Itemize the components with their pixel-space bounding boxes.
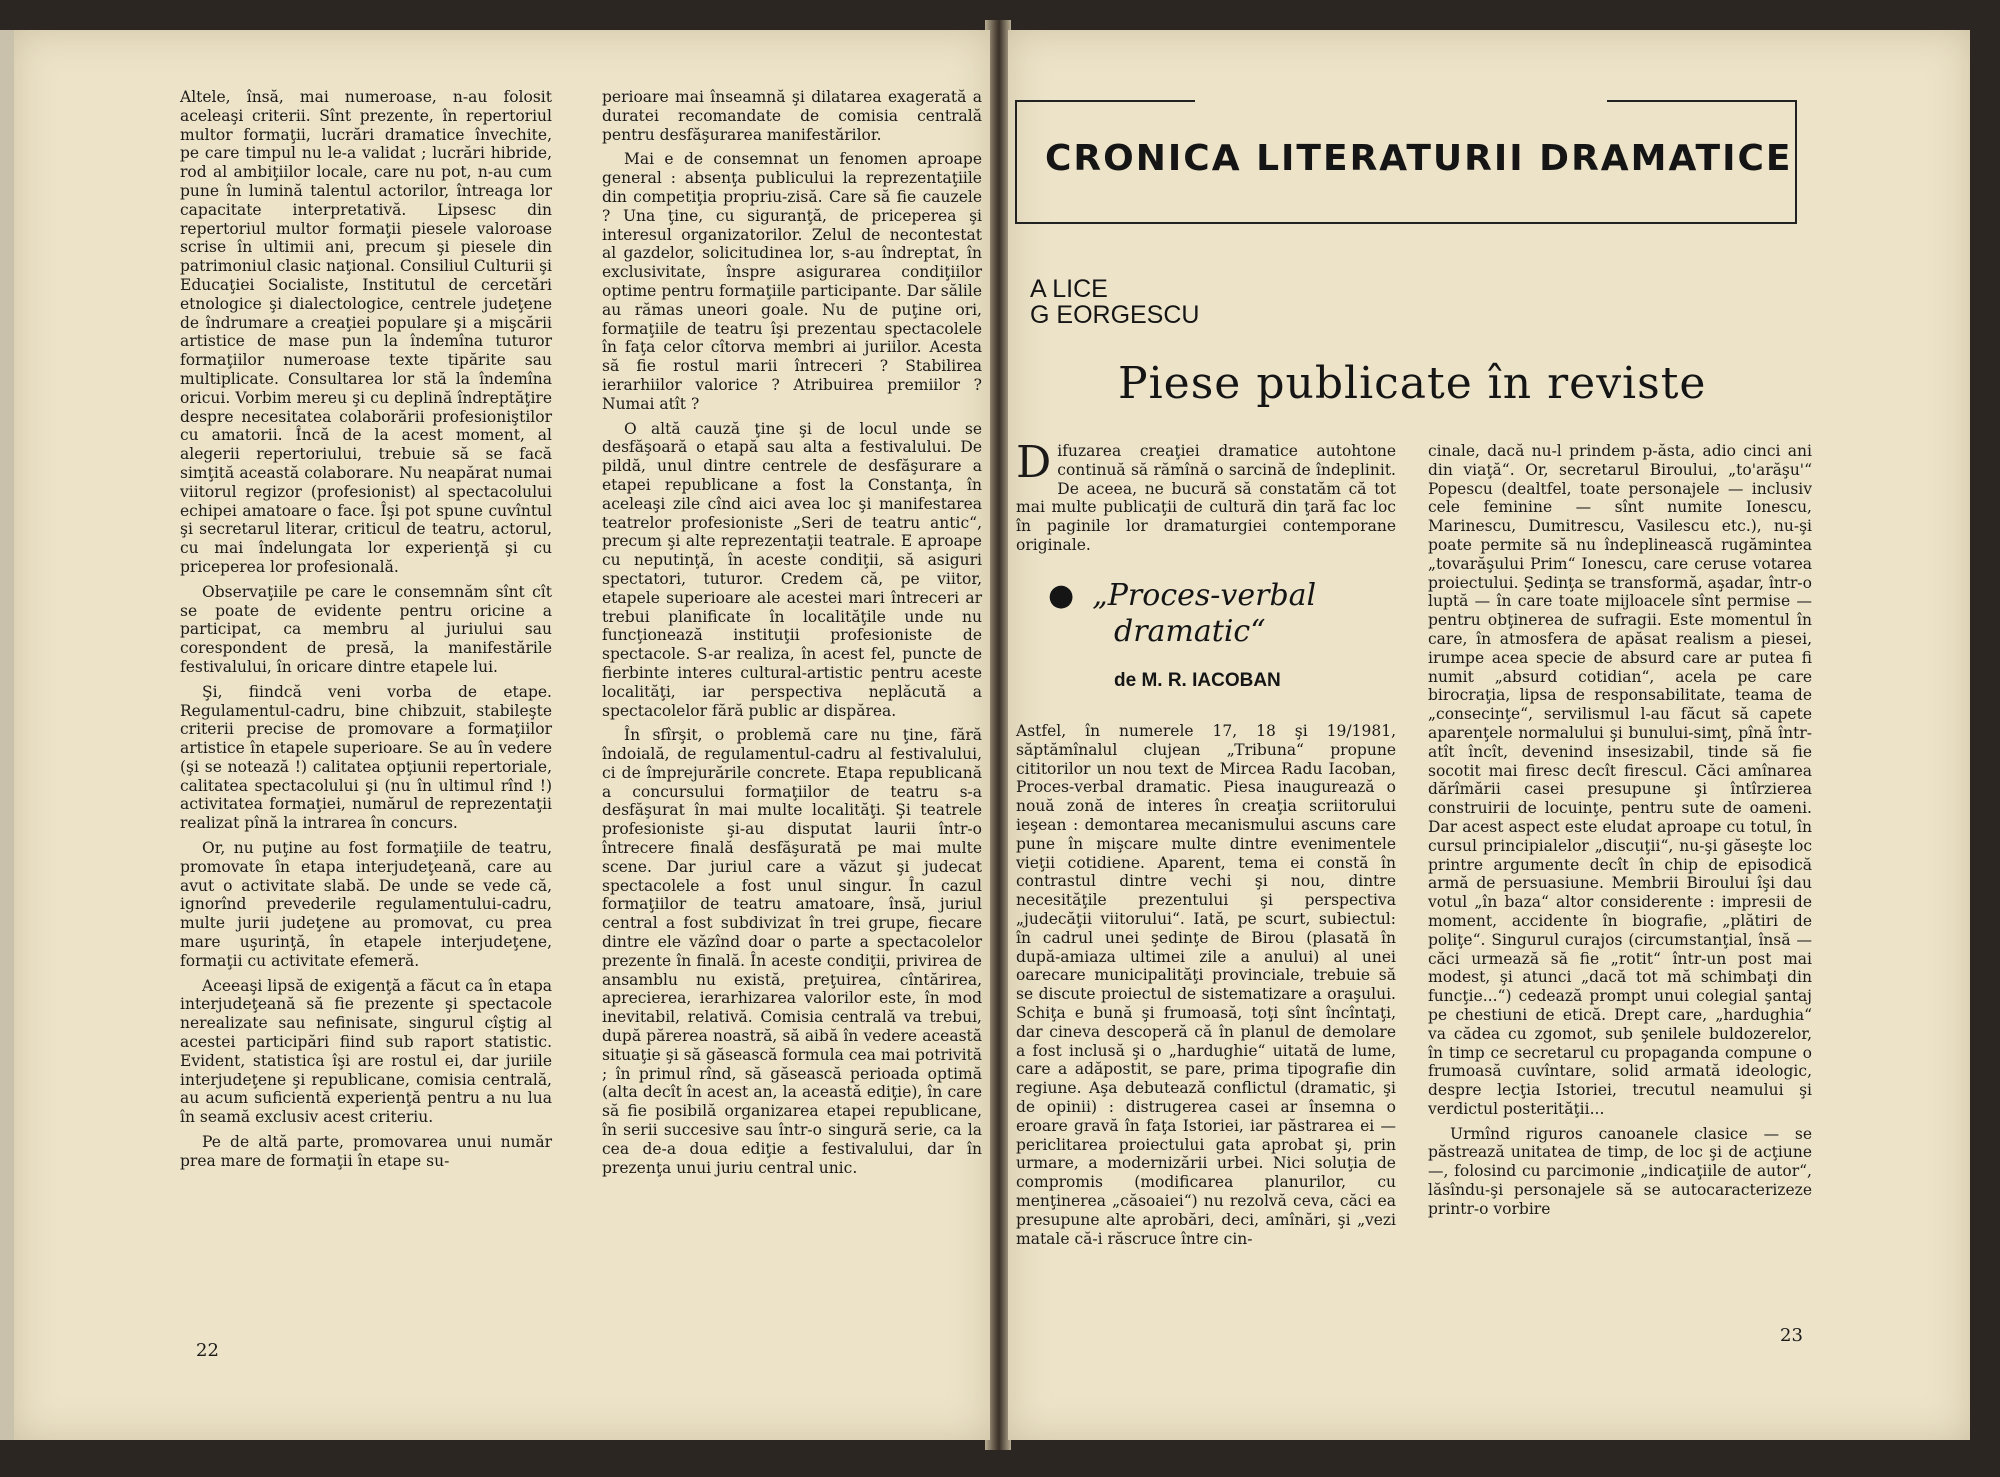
- paragraph: Aceeaşi lipsă de exigenţă a făcut ca în etapa interjudeţeană să fie prezente şi spectacole nerealizate sau nefinisate, singurul cîştig al acestei participări fiind sub raport statistic. Evident, statistica îşi are rostul ei, dar juriile interjudeţene şi republicane, comisia centrală, au acum suficientă experienţă pentru a nu lua în seamă exclusiv acest criteriu.: [180, 976, 552, 1127]
- article-lead: [1016, 437, 1396, 555]
- right-page-column-1: [1016, 722, 1396, 1254]
- right-page-column-2: [1428, 442, 1812, 1225]
- paragraph: Şi, fiindcă veni vorba de etape. Regulamentul-cadru, bine chibzuit, stabileşte criterii precise de promovare a formaţiilor artistice în etapele superioare. Se au în vedere (şi se notează !) calitatea opţiunii repertoriale, calitatea spectacolului şi (nu în ultimul rînd !) activitatea formaţiei, numărul de reprezentaţii realizat pînă la intrarea în concurs.: [180, 682, 552, 833]
- review-title-line: „Proces-verbal: [1092, 578, 1317, 613]
- review-title-line: dramatic“: [1114, 614, 1266, 649]
- paragraph: Mai e de consemnat un fenomen aproape general : absenţa publicului la reprezentaţiile din competiţia propriu-zisă. Care să fie cauzele ? Una ţine, cu siguranţă, de priceperea şi interesul organizatorilor. Zelul de necontestat al gazdelor, solicitudinea lor, s-au îndreptat, în exclusivitate, înspre asigurarea condiţiilor optime pentru formaţiile participante. Dar sălile au rămas uneori goale. Nu de puţine ori, formaţiile de teatru îşi prezentau spectacolele în faţa celor cîtorva membri ai juriilor. Acesta să fie rostul marii întreceri ? Stabilirea ierarhiilor valorice ? Atribuirea premiilor ? Numai atît ?: [602, 150, 982, 413]
- paragraph: cinale, dacă nu-l prindem p-ăsta, adio cinci ani din viaţă“. Or, secretarul Biroului, „to'arăşu'“ Popescu (dealtfel, toate personajele — inclusiv cele feminine — sînt numite Ionescu, Marinescu, Dumitrescu, Vasilescu etc.), nu-şi poate permite să nu îndeplinească rugămintea „tovarăşului Prim“ Ionescu, care ceruse votarea proiectului. Şedinţa se transformă, aşadar, într-o luptă — în care toate mijloacele sînt permise — pentru obţinerea de sufragii. Este momentul în care, în atmosfera de apăsat realism a piesei, irumpe acea specie de absurd care ar putea fi numit „absurd cotidian“, acela pe care birocraţia, lipsa de responsabilitate, teama de „consecinţe“, servilismul l-au făcut să capete aparenţele normalului şi bunului-simţ, pînă într-atît încît, devenind insesizabil, tinde să fie socotit mai firesc decît firescul. Căci amînarea dărîmării casei presupune şi întîrzierea construirii de locuinţe, pentru sute de oameni. Dar acest aspect este eludat aproape cu totul, în cursul principialelor „discuţii“, nu-şi găseşte loc printre argumente decît în chip de episodică armă de persuasiune. Membrii Biroului îşi dau votul „în baza“ altor considerente : impresii de moment, accidente în biografie, „plătiri de poliţe“. Singurul curajos (circumstanţial, însă — căci urmează să fie „rotit“ într-un post mai modest, şi atunci „dacă tot mă schimbaţi din funcţie...“) cedează prompt unui colegial şantaj pe chestiuni de etică. Drept care, „hardughia“ va cădea cu zgomot, sub şenilele buldozerelor, în timp ce secretarul cu propaganda compune o frumoasă cuvîntare, solid armată ideologic, despre lecţia Istoriei, trecutul neamului şi verdictul posterităţii...: [1428, 442, 1812, 1118]
- lead-text: ifuzarea creaţiei dramatice autohtone continuă să rămînă o sarcină de îndeplinit. De aceea, ne bucură să constatăm că tot mai multe publicaţii de cultură din ţară fac loc în paginile lor dramaturgiei contemporane originale.: [1016, 442, 1396, 554]
- review-title: [1048, 578, 1316, 650]
- left-page-column-2: [602, 88, 982, 1183]
- page-number: 22: [196, 1340, 219, 1361]
- bullet-icon: ●: [1048, 578, 1075, 613]
- paragraph: Urmînd riguros canoanele clasice — se păstrează unitatea de timp, de loc şi de acţiune —, folosind cu parcimonie „indicaţiile de autor“, lăsîndu-şi personajele să se autocaracterizeze printr-o vorbire: [1428, 1124, 1812, 1218]
- paragraph: perioare mai înseamnă şi dilatarea exagerată a duratei recomandate de comisia centrală pentru desfăşurarea manifestărilor.: [602, 88, 982, 144]
- paragraph: În sfîrşit, o problemă care nu ţine, fără îndoială, de regulamentul-cadru al festivalului, ci de împrejurările concrete. Etapa republicană a concursului formaţiilor de teatru s-a desfăşurat în mai multe localităţi. Şi teatrele profesioniste şi-au disputat laurii într-o întrecere finală desfăşurată pe mai multe scene. Dar juriul care a văzut şi judecat spectacolele a fost unul singur. În cazul formaţiilor de teatru amatoare, însă, juriul central a fost subdivizat în trei grupe, fiecare dintre ele văzînd doar o parte a spectacolelor prezente în finală. În aceste condiţii, privirea de ansamblu nu există, preţuirea, cîntărirea, aprecierea, ierarhizarea valorilor este, în mod inevitabil, relativă. Comisia centrală va trebui, după părerea noastră, să aibă în vedere această situaţie şi să găsească formula cea mai potrivită ; în primul rînd, să găsească perioada optimă (alta decît în acest an, la această ediţie), în care să fie posibilă organizarea etapei republicane, în serii succesive sau într-o singură serie, ca la cea de-a doua ediţie a festivalului, dar în prezenţa unui juriu central unic.: [602, 726, 982, 1177]
- section-title: CRONICA LITERATURII DRAMATICE: [1045, 138, 1793, 179]
- article-title: Piese publicate în reviste: [1118, 358, 1707, 409]
- drop-cap: D: [1016, 437, 1052, 488]
- paragraph: Pe de altă parte, promovarea unui număr prea mare de formaţii în etape su-: [180, 1133, 552, 1170]
- author-line: G EORGESCU: [1030, 301, 1200, 329]
- paragraph: Or, nu puţine au fost formaţiile de teatru, promovate în etapa interjudeţeană, care au avut o activitate slabă. De unde se vede că, ignorînd prevederile regulamentului-cadru, multe jurii judeţene au promovat, cu prea mare uşurinţă, în etapele interjudeţene, formaţii cu activitate efemeră.: [180, 839, 552, 970]
- paragraph: Astfel, în numerele 17, 18 şi 19/1981, săptămînalul clujean „Tribuna“ propune cititorilor un nou text de Mircea Radu Iacoban, Proces-verbal dramatic. Piesa inaugurează o nouă zonă de interes în creaţia scriitorului ieşean : demontarea mecanismului ascuns care pune în mişcare multe dintre evenimentele vieţii cotidiene. Aparent, tema ei constă în contrastul dintre vechi şi nou, dintre necesităţile prezentului şi perspectiva „judecăţii viitorului“. Iată, pe scurt, subiectul: în cadrul unei şedinţe de Birou (plasată în după-amiaza ultimei zile a anului) al unei oarecare municipalităţi provinciale, trebuie să se discute proiectul de sistematizare a oraşului. Schiţa e bună şi frumoasă, toţi sînt încîntaţi, dar cineva descoperă că în planul de demolare a fost inclusă şi o „hardughie“ uitată de lume, care a adăpostit, se pare, prima tipografie din regiune. Aşa debutează conflictul (dramatic, şi de opinii) : distrugerea casei ar însemna o eroare gravă în faţa Istoriei, iar păstrarea ei — periclitarea proiectului gata aprobat şi, prin urmare, a modernizării urbei. Nici soluţia de compromis (modificarea planurilor, cu menţinerea „căsoaiei“) nu rezolvă ceva, căci ea presupune alte aprobări, deci, amînări, şi „vezi matale că-i răscruce între cin-: [1016, 722, 1396, 1248]
- paragraph: Observaţiile pe care le consemnăm sînt cît se poate de evidente pentru oricine a participat, ca membru al juriului sau corespondent de presă, la manifestările festivalului, în oricare dintre etapele lui.: [180, 582, 552, 676]
- page-number: 23: [1780, 1325, 1803, 1346]
- paragraph: O altă cauză ţine şi de locul unde se desfăşoară o etapă sau alta a festivalului. De pildă, unul dintre centrele de desfăşurare a etapei republicane a fost la Constanţa, în aceleaşi zile cînd aici avea loc şi manifestarea teatrelor profesioniste „Seri de teatru antic“, precum şi alte reprezentaţii teatrale. E aproape cu neputinţă, în aceste condiţii, să asiguri spectatori, tuturor. Credem că, pe viitor, etapele superioare ale acestei mari întreceri ar trebui planificate în localităţile unde nu funcţionează instituţii profesioniste de spectacole. S-ar realiza, în acest fel, puncte de fierbinte interes cultural-artistic pentru aceste localităţi, iar perspectiva neplăcută a spectacolelor fără public ar dispărea.: [602, 419, 982, 720]
- paragraph: Altele, însă, mai numeroase, n-au folosit aceleaşi criterii. Sînt prezente, în repertoriul multor formaţii, lucrări dramatice învechite, pe care timpul nu le-a validat ; lucrări hibride, rod al ambiţiilor locale, care nu pot, n-au cum pune în lumină talentul actorilor, întreaga lor capacitate interpretativă. Lipsesc din repertoriul multor formaţii piesele valoroase scrise în ultimii ani, precum şi piesele din patrimoniul clasic naţional. Consiliul Culturii şi Educaţiei Socialiste, Institutul de cercetări etnologice şi dialectologice, centrele judeţene de îndrumare a creaţiei populare şi a mişcării artistice de mase pun la îndemîna tuturor formaţiilor numeroase texte tipărite sau multiplicate. Consultarea lor stă la îndemîna oricui. Vorbim mereu şi cu deplină îndreptăţire despre necesitatea colaborării profesioniştilor cu amatorii. Încă de la acest moment, al alegerii repertoriului, trebuie să se facă simţită această colaborare. Nu neapărat numai viitorul regizor (profesionist) al spectacolului echipei amatoare o face. Îşi pot spune cuvîntul şi secretarul literar, criticul de teatru, actorul, cu mai îndelungata lor experienţă şi cu priceperea lor profesională.: [180, 88, 552, 576]
- author-line: A LICE: [1030, 275, 1108, 303]
- article-author: [1030, 276, 1199, 328]
- left-page-column-1: [180, 88, 552, 1177]
- review-byline: de M. R. IACOBAN: [1114, 670, 1281, 691]
